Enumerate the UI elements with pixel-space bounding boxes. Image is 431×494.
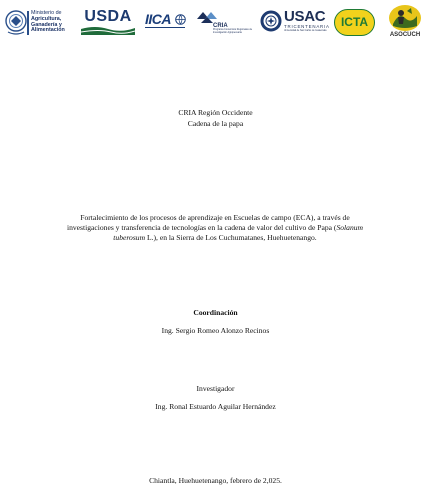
maga-divider (27, 11, 29, 35)
iica-text: IICA (145, 11, 171, 27)
usac-subtitle: TRICENTENARIA (284, 24, 330, 29)
usda-text: USDA (84, 8, 132, 25)
place-date: Chiantla, Huehuetenango, febrero de 2,025. (149, 476, 282, 485)
cria-text: CRIA (213, 23, 228, 29)
usda-logo (81, 9, 135, 35)
asocuch-text: ASOCUCH (389, 32, 421, 38)
cria-subtitle: Programa Consorcios Regionales de Investigación Agropecuaria (213, 28, 253, 34)
cria-logo (193, 9, 255, 39)
iica-underline (145, 27, 185, 28)
maga-line-2: Agricultura, (31, 15, 62, 22)
usac-logo (260, 8, 330, 38)
iica-globe-icon (175, 14, 186, 25)
icta-logo (334, 9, 377, 37)
maga-line-3: Ganadería y (31, 21, 62, 28)
document-title (56, 213, 374, 244)
maga-line-1: Ministerio de (31, 10, 62, 16)
researcher-name: Ing. Ronal Estuardo Aguilar Hernández (155, 402, 276, 411)
maga-logo (3, 8, 75, 38)
coordination-name: Ing. Sergio Romeo Alonzo Recinos (161, 326, 270, 335)
logo-strip (0, 0, 431, 44)
usac-text: USAC (284, 8, 326, 25)
iica-logo (145, 11, 187, 33)
asocuch-emblem-icon (387, 4, 423, 32)
header-line-1: CRIA Región Occidente (178, 108, 253, 117)
guatemala-coat-of-arms-icon (3, 8, 29, 38)
title-scientific-name: Solanum tuberosum (113, 223, 364, 243)
title-text-2: L.), en la Sierra de Los Cuchumatanes, Huehuetenango. (145, 233, 317, 243)
asocuch-logo (383, 4, 427, 42)
usac-seal-icon (260, 10, 282, 32)
usac-tagline: Universidad de San Carlos de Guatemala (284, 30, 327, 32)
title-text-1: Fortalecimiento de los procesos de aprendizaje en Escuelas de campo (ECA), a través de investigaciones y transferencia de tecnologías en la cadena de valor del cultivo de Papa ( (66, 213, 350, 233)
maga-text (31, 11, 65, 34)
usda-landscape-icon (81, 25, 135, 35)
coordination-heading: Coordinación (193, 308, 238, 317)
header-line-2: Cadena de la papa (187, 119, 244, 128)
maga-line-4: Alimentación (31, 27, 65, 34)
researcher-heading: Investigador (196, 384, 235, 393)
icta-text: ICTA (340, 15, 369, 29)
